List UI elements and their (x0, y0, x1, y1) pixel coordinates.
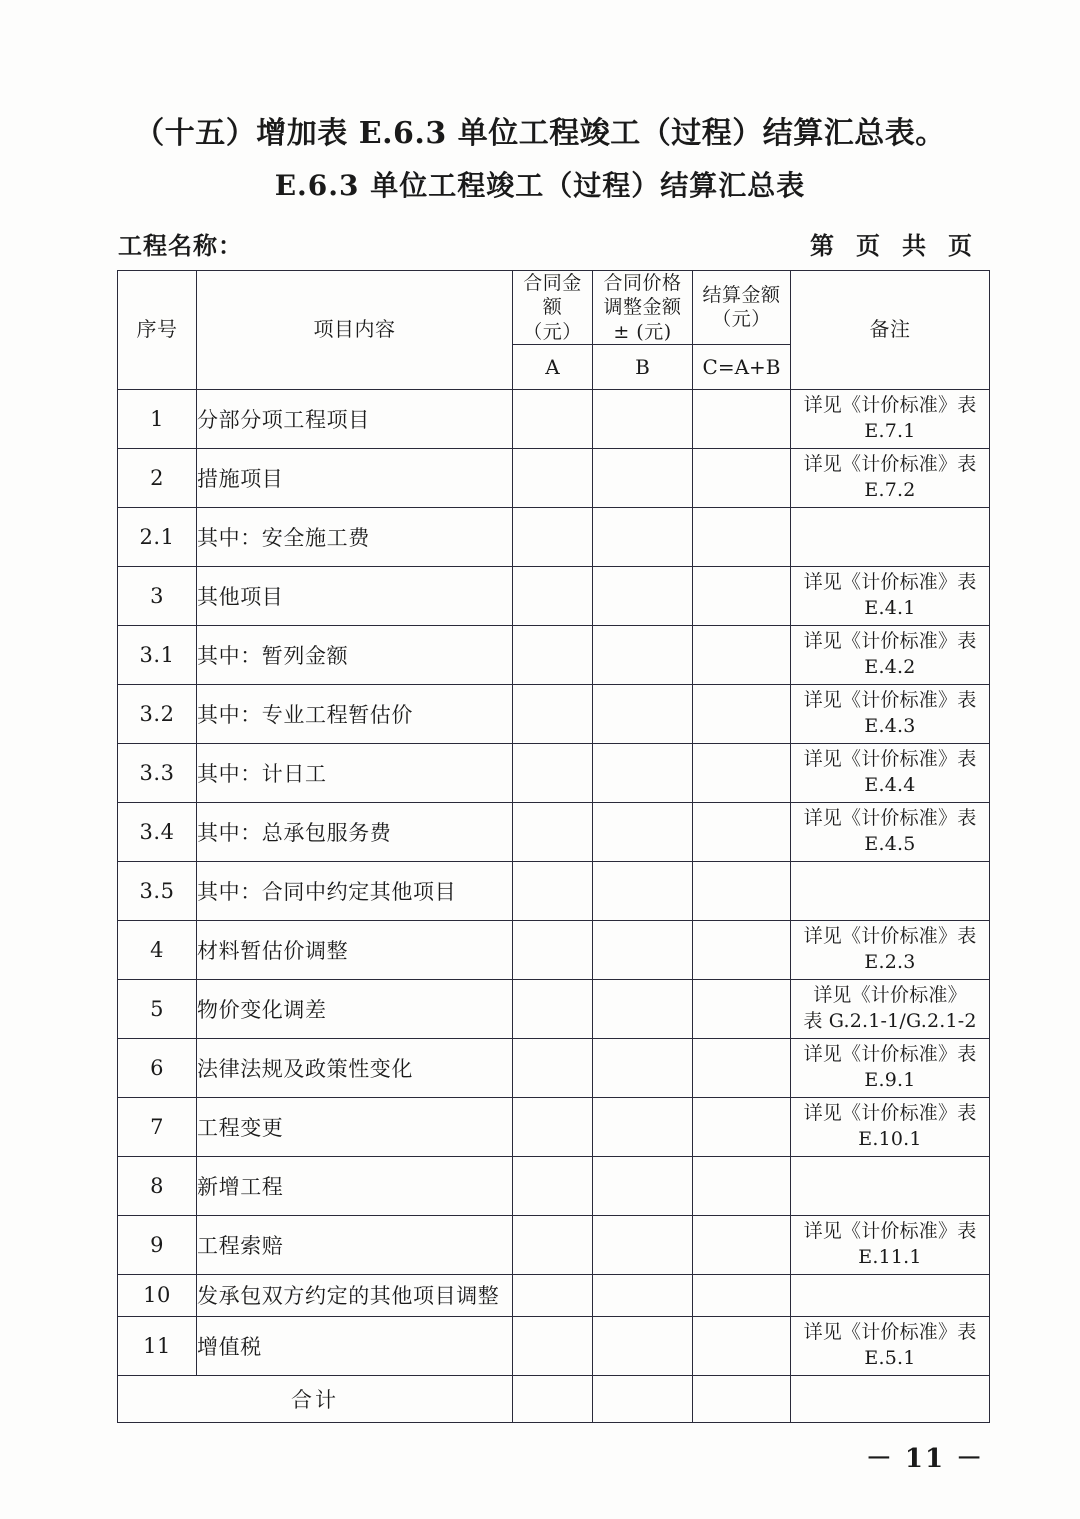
row-remark-line2: E.4.3 (864, 714, 916, 737)
row-value-c[interactable] (693, 1215, 791, 1274)
row-seq: 3 (118, 566, 197, 625)
table-row (118, 920, 990, 979)
row-remark-line2: E.7.1 (864, 419, 916, 442)
total-label: 合计 (118, 1375, 513, 1422)
row-seq: 9 (118, 1215, 197, 1274)
settlement-summary-table (117, 270, 990, 1423)
row-remark-line1: 详见《计价标准》表 (803, 453, 977, 476)
row-item-content: 新增工程 (197, 1156, 513, 1215)
table-header (118, 271, 990, 390)
row-value-a[interactable] (513, 566, 593, 625)
header-price-adjustment-line3: ± (元) (613, 320, 672, 343)
header-seq: 序号 (118, 271, 197, 390)
row-remark (791, 684, 990, 743)
row-value-c[interactable] (693, 1274, 791, 1316)
table-row (118, 1274, 990, 1316)
table-row (118, 625, 990, 684)
row-remark-line1: 详见《计价标准》表 (803, 925, 977, 948)
row-seq: 4 (118, 920, 197, 979)
row-remark-line2: E.2.3 (864, 950, 916, 973)
row-remark-line2: 表 G.2.1-1/G.2.1-2 (803, 1009, 977, 1032)
row-value-b[interactable] (593, 684, 693, 743)
table-row (118, 802, 990, 861)
table-row (118, 448, 990, 507)
row-remark-line2: E.7.2 (864, 478, 916, 501)
row-value-a[interactable] (513, 625, 593, 684)
row-value-a[interactable] (513, 684, 593, 743)
row-remark (791, 1097, 990, 1156)
row-seq: 2 (118, 448, 197, 507)
row-seq: 3.2 (118, 684, 197, 743)
row-value-b[interactable] (593, 1215, 693, 1274)
row-remark-line1: 详见《计价标准》表 (803, 1043, 977, 1066)
row-remark (791, 1156, 990, 1215)
row-item-content: 工程索赔 (197, 1215, 513, 1274)
row-value-b[interactable] (593, 1097, 693, 1156)
row-value-b[interactable] (593, 920, 693, 979)
header-price-adjustment-line2: 调整金额 (603, 296, 682, 319)
row-value-b[interactable] (593, 979, 693, 1038)
row-value-c[interactable] (693, 802, 791, 861)
row-value-a[interactable] (513, 1215, 593, 1274)
table-row (118, 684, 990, 743)
row-value-c[interactable] (693, 1316, 791, 1375)
row-value-c[interactable] (693, 566, 791, 625)
row-value-c[interactable] (693, 743, 791, 802)
row-value-b[interactable] (593, 625, 693, 684)
row-seq: 6 (118, 1038, 197, 1097)
row-seq: 10 (118, 1274, 197, 1316)
row-remark (791, 448, 990, 507)
page-label-ye-total: 页 (948, 231, 972, 260)
row-remark (791, 625, 990, 684)
row-seq: 8 (118, 1156, 197, 1215)
row-value-b[interactable] (593, 802, 693, 861)
row-value-c[interactable] (693, 861, 791, 920)
header-price-adjustment (593, 271, 693, 345)
table-row (118, 507, 990, 566)
row-item-content: 材料暂估价调整 (197, 920, 513, 979)
table-row (118, 1038, 990, 1097)
row-value-a[interactable] (513, 743, 593, 802)
table-row (118, 1156, 990, 1215)
row-value-a[interactable] (513, 507, 593, 566)
page-counter (799, 226, 972, 261)
row-seq: 2.1 (118, 507, 197, 566)
row-remark (791, 979, 990, 1038)
header-formula-b: B (593, 344, 693, 389)
project-name-label: 工程名称： (118, 231, 243, 260)
table-body (118, 389, 990, 1422)
row-remark (791, 1038, 990, 1097)
table-row (118, 389, 990, 448)
row-value-a[interactable] (513, 979, 593, 1038)
row-remark-line1: 详见《计价标准》 (813, 984, 967, 1007)
row-seq: 3.5 (118, 861, 197, 920)
table-row (118, 1097, 990, 1156)
header-contract-amount (513, 271, 593, 345)
row-value-b[interactable] (593, 389, 693, 448)
row-value-b[interactable] (593, 1038, 693, 1097)
row-item-content: 其中：计日工 (197, 743, 513, 802)
row-seq: 5 (118, 979, 197, 1038)
row-remark-line1: 详见《计价标准》表 (803, 630, 977, 653)
row-value-a[interactable] (513, 448, 593, 507)
row-item-content: 其中：合同中约定其他项目 (197, 861, 513, 920)
row-remark-line2: E.4.4 (864, 773, 916, 796)
row-item-content: 增值税 (197, 1316, 513, 1375)
row-value-b[interactable] (593, 1316, 693, 1375)
row-value-c[interactable] (693, 625, 791, 684)
header-formula-a: A (513, 344, 593, 389)
row-item-content: 其中：安全施工费 (197, 507, 513, 566)
row-remark-line2: E.10.1 (858, 1127, 922, 1150)
header-settlement-amount-line1: 结算金额 (702, 284, 781, 307)
row-value-c[interactable] (693, 1097, 791, 1156)
row-value-a[interactable] (513, 861, 593, 920)
row-value-b[interactable] (593, 566, 693, 625)
row-remark (791, 1274, 990, 1316)
row-remark (791, 507, 990, 566)
row-remark-line2: E.11.1 (858, 1245, 922, 1268)
row-value-b[interactable] (593, 743, 693, 802)
header-contract-amount-line3: （元） (523, 320, 582, 343)
row-item-content: 物价变化调差 (197, 979, 513, 1038)
page-label-ye-current: 页 (856, 231, 880, 260)
row-item-content: 发承包双方约定的其他项目调整 (197, 1274, 513, 1316)
table-row (118, 1316, 990, 1375)
table-row (118, 1215, 990, 1274)
row-seq: 1 (118, 389, 197, 448)
row-remark-line2: E.9.1 (864, 1068, 916, 1091)
row-value-b[interactable] (593, 1274, 693, 1316)
form-meta-row (118, 226, 990, 260)
header-settlement-amount (693, 271, 791, 345)
row-value-c[interactable] (693, 920, 791, 979)
header-contract-amount-line1: 合同金 (523, 272, 582, 294)
row-item-content: 措施项目 (197, 448, 513, 507)
row-seq: 7 (118, 1097, 197, 1156)
row-remark-line1: 详见《计价标准》表 (803, 689, 977, 712)
row-value-a[interactable] (513, 1274, 593, 1316)
row-item-content: 工程变更 (197, 1097, 513, 1156)
page-label-di: 第 (810, 231, 834, 260)
row-remark-line1: 详见《计价标准》表 (803, 748, 977, 771)
row-value-c[interactable] (693, 507, 791, 566)
row-remark (791, 861, 990, 920)
row-remark (791, 920, 990, 979)
row-remark (791, 566, 990, 625)
row-item-content: 其中：总承包服务费 (197, 802, 513, 861)
table-row (118, 566, 990, 625)
header-item-content: 项目内容 (197, 271, 513, 390)
row-value-a[interactable] (513, 920, 593, 979)
row-value-c[interactable] (693, 979, 791, 1038)
row-value-c[interactable] (693, 1038, 791, 1097)
row-remark-line2: E.4.5 (864, 832, 916, 855)
row-value-a[interactable] (513, 389, 593, 448)
row-value-c[interactable] (693, 389, 791, 448)
table-total-row (118, 1375, 990, 1422)
row-seq: 3.3 (118, 743, 197, 802)
row-value-a[interactable] (513, 1156, 593, 1215)
row-value-b[interactable] (593, 861, 693, 920)
intro-paragraph: （十五）增加表 E.6.3 单位工程竣工（过程）结算汇总表。 (134, 116, 946, 151)
total-value-b[interactable] (593, 1375, 693, 1422)
row-item-content: 其中：暂列金额 (197, 625, 513, 684)
row-value-b[interactable] (593, 1156, 693, 1215)
total-remark (791, 1375, 990, 1422)
row-seq: 11 (118, 1316, 197, 1375)
table-row (118, 979, 990, 1038)
header-remark: 备注 (791, 271, 990, 390)
table-row (118, 861, 990, 920)
row-value-b[interactable] (593, 448, 693, 507)
row-remark-line1: 详见《计价标准》表 (803, 571, 977, 594)
header-settlement-amount-line2: （元） (712, 308, 771, 331)
row-remark-line2: E.4.2 (864, 655, 916, 678)
row-item-content: 其中：专业工程暂估价 (197, 684, 513, 743)
row-remark-line1: 详见《计价标准》表 (803, 1102, 977, 1125)
row-remark-line1: 详见《计价标准》表 (803, 807, 977, 830)
row-value-a[interactable] (513, 1316, 593, 1375)
header-formula-c: C=A+B (693, 344, 791, 389)
row-value-a[interactable] (513, 802, 593, 861)
table-header-row-main (118, 271, 990, 345)
row-seq: 3.1 (118, 625, 197, 684)
total-value-c[interactable] (693, 1375, 791, 1422)
row-remark-line1: 详见《计价标准》表 (803, 394, 977, 417)
row-value-a[interactable] (513, 1097, 593, 1156)
row-remark-line2: E.5.1 (864, 1346, 916, 1369)
page-number: － 11 － (865, 1444, 985, 1474)
row-remark (791, 1316, 990, 1375)
row-remark (791, 802, 990, 861)
header-price-adjustment-line1: 合同价格 (603, 272, 682, 294)
row-remark-line1: 详见《计价标准》表 (803, 1220, 977, 1243)
row-seq: 3.4 (118, 802, 197, 861)
row-remark (791, 1215, 990, 1274)
total-value-a[interactable] (513, 1375, 593, 1422)
row-remark-line2: E.4.1 (864, 596, 916, 619)
page-footer (0, 1438, 1080, 1475)
row-remark-line1: 详见《计价标准》表 (803, 1321, 977, 1344)
row-item-content: 其他项目 (197, 566, 513, 625)
page-label-gong: 共 (902, 231, 926, 260)
row-remark (791, 389, 990, 448)
row-value-a[interactable] (513, 1038, 593, 1097)
row-value-c[interactable] (693, 684, 791, 743)
header-contract-amount-line2: 额 (542, 296, 563, 319)
row-item-content: 分部分项工程项目 (197, 389, 513, 448)
row-value-b[interactable] (593, 507, 693, 566)
row-value-c[interactable] (693, 448, 791, 507)
row-item-content: 法律法规及政策性变化 (197, 1038, 513, 1097)
table-row (118, 743, 990, 802)
page-title: E.6.3 单位工程竣工（过程）结算汇总表 (274, 169, 806, 202)
row-value-c[interactable] (693, 1156, 791, 1215)
row-remark (791, 743, 990, 802)
